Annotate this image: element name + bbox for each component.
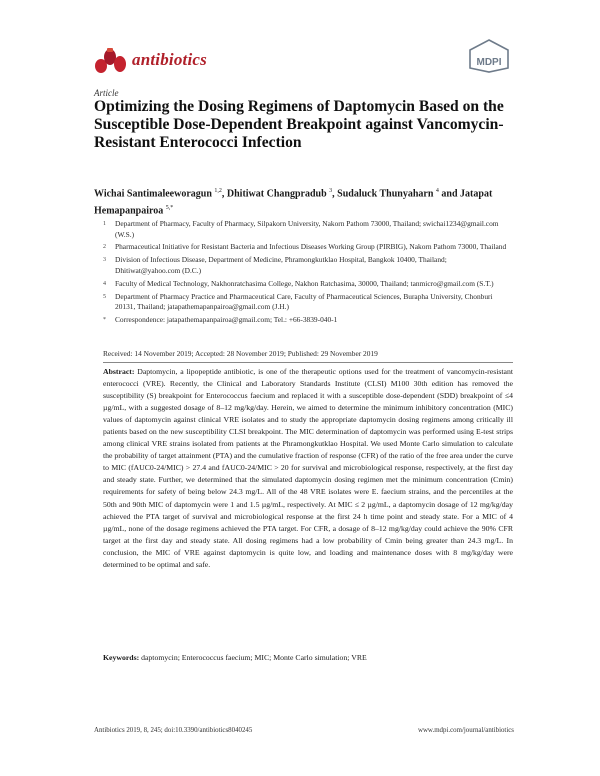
affiliation-number: * [103,316,106,323]
affiliation-number: 3 [103,257,106,264]
author-list [94,184,514,219]
affiliation-text: Department of Pharmacy, Faculty of Pharmacy, Silpakorn University, Nakorn Pathom 73000, Thailand; swichai1234@gmail.com (W.S.) [115,219,499,239]
keywords [103,652,513,664]
footer-citation: Antibiotics 2019, 8, 245; doi:10.3390/antibiotics8040245 [94,727,253,734]
article-title: Optimizing the Dosing Regimens of Daptomycin Based on the Susceptible Dose-Dependent Breakpoint against Vancomycin-Resistant Enterococci Infection [94,98,504,151]
publication-dates: Received: 14 November 2019; Accepted: 28 November 2019; Published: 29 November 2019 [103,349,378,358]
author-name: Sudaluck Thunyaharn [337,188,434,200]
affiliation-list [103,219,513,328]
affiliation-item [103,219,513,240]
author-name: Wichai Santimaleeworagun [94,188,212,200]
author-affiliation-marker: 5,* [165,205,174,212]
affiliation-number: 5 [103,293,106,300]
author-affiliation-marker: 3 [329,188,333,194]
author-name: Jatapat Hemapanpairoa [94,188,493,217]
affiliation-text: Pharmaceutical Initiative for Resistant Bacteria and Infectious Diseases Working Group (PIRBIG), Nakorn Pathom 73000, Thailand [115,242,507,252]
journal-logo [94,46,207,74]
affiliation-number: 1 [103,221,106,227]
affiliation-item [103,255,513,276]
footer-url[interactable]: www.mdpi.com/journal/antibiotics [417,727,514,734]
author-separator: and [438,188,461,200]
abstract-label: Abstract: [103,367,135,376]
keywords-label: Keywords: [103,653,140,662]
journal-name: antibiotics [132,50,207,69]
author-affiliation-marker: 1,2 [214,188,222,194]
affiliation-item [103,279,513,290]
affiliation-text: Correspondence: jatapathemapanpairoa@gmail.com; Tel.: +66-3839-040-1 [115,314,338,324]
publisher-name: MDPI [476,57,502,68]
keywords-text: daptomycin; Enterococcus faecium; MIC; Monte Carlo simulation; VRE [141,653,367,662]
antibiotics-logo-icon [94,46,128,74]
mdpi-logo-icon [466,38,512,74]
affiliation-item [103,242,513,253]
divider [103,362,513,363]
affiliation-text: Department of Pharmacy Practice and Pharmaceutical Care, Faculty of Pharmaceutical Sciences, Burapha University, Chonburi 20131, Thailand; jatapathemapanpairoa@gmail.com (J.H.) [115,291,493,312]
abstract-text: Daptomycin, a lipopeptide antibiotic, is one of the therapeutic options used for the treatment of vancomycin-resistant enterococci (VRE). Recently, the Clinical and Laboratory Standards Institute (CLSI) M100 30th edition has removed the susceptibility (S) breakpoint for Enterococcus faecium and replaced it with a susceptible dose-dependent (SDD) breakpoint of ≤4 µg/mL, with a suggested dosage of 8–12 mg/kg/day. Herein, we aimed to determine the minimum inhibitory concentration (MIC) values of daptomycin against clinical VRE isolates and to study the appropriate daptomycin dosing regimens among critically ill patients based on the new susceptibility CLSI breakpoint. The MIC determination of daptomycin was performed using E-test strips among clinical VRE strains isolated from patients at the Phramongkutklao Hospital. We used Monte Carlo simulation to calculate the probability of target attainment (PTA) and the cumulative fraction of response (CFR) of the ratio of the free area under the curve to MIC (fAUC0-24/MIC) > 27.4 and fAUC0-24/MIC > 20 for survival and microbiological response, respectively, at the first day and steady state. Further, we determined that the simulated daptomycin dosing regimen met the minimum concentration (Cmin) requirements for safety of being below 24.3 mg/L. All of the 48 VRE isolates were E. faecium strains, and the percentiles at the 50th and 90th MIC of daptomycin were 1 and 1.5 µg/mL, respectively. At MIC ≤ 2 µg/mL, a daptomycin dosage of 12 mg/kg/day achieved the PTA target of survival and microbiological response at the first 24 h time point and steady state. For a MIC of 4 µg/mL, none of the dosage regimens achieved the PTA target. For CFR, a dosage of 8–12 mg/kg/day could achieve the 90% CFR target at the first day and steady state. All dosing regimens had a low probability of Cmin being greater than 24.3 mg/L. In conclusion, the MIC of VRE against daptomycin is quite low, and loading and maintenance doses with 8 mg/kg/day were determined to be optimal and safe. [103,367,514,569]
page-footer [94,727,514,734]
affiliation-item [103,315,513,326]
affiliation-number: 2 [103,244,106,251]
article-type: Article [94,88,119,98]
author-name: Dhitiwat Changpradub [226,188,327,200]
author-separator: , [221,188,227,200]
affiliation-text: Faculty of Medical Technology, Nakhonratchasima College, Nakhon Ratchasima, 30000, Thailand; tanmicro@gmail.com (S.T.) [115,278,494,288]
affiliation-text: Division of Infectious Disease, Department of Medicine, Phramongkutklao Hospital, Bangkok 10400, Thailand; Dhitiwat@yahoo.com (D.C.) [115,255,447,275]
affiliation-number: 4 [103,280,106,287]
author-affiliation-marker: 4 [435,188,439,194]
abstract [103,366,513,571]
affiliation-item [103,292,513,313]
author-separator: , [332,188,338,200]
